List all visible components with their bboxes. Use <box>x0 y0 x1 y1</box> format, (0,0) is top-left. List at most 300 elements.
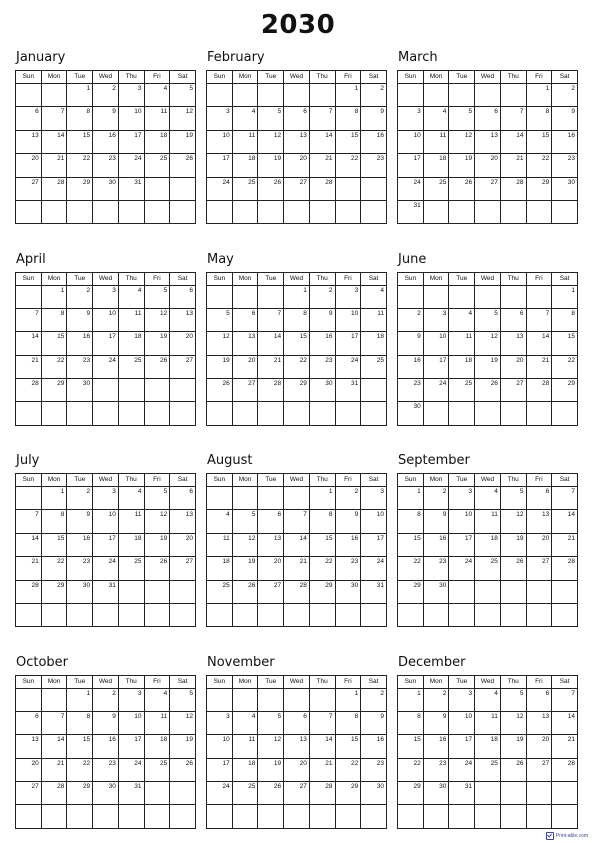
day-cell <box>16 688 42 711</box>
day-cell: 12 <box>475 332 501 355</box>
weekday-header: Tue <box>258 474 284 487</box>
weekday-header: Sun <box>207 71 233 84</box>
day-cell <box>552 200 578 223</box>
day-cell: 27 <box>16 177 42 200</box>
day-cell <box>423 603 449 626</box>
day-cell: 9 <box>398 332 424 355</box>
day-cell <box>423 84 449 107</box>
day-cell: 18 <box>144 735 170 758</box>
day-cell: 22 <box>41 557 67 580</box>
weekday-header: Wed <box>284 71 310 84</box>
day-cell: 4 <box>118 285 144 308</box>
day-cell: 3 <box>361 487 387 510</box>
day-cell: 23 <box>423 758 449 781</box>
day-cell: 20 <box>475 154 501 177</box>
day-cell <box>309 200 335 223</box>
week-row <box>398 332 578 355</box>
day-cell <box>258 285 284 308</box>
week-row <box>16 355 196 378</box>
day-cell <box>284 200 310 223</box>
week-row <box>207 130 387 153</box>
day-cell: 29 <box>398 580 424 603</box>
day-cell <box>423 200 449 223</box>
weekday-header: Sat <box>552 272 578 285</box>
week-row <box>207 379 387 402</box>
day-cell: 15 <box>67 130 93 153</box>
day-cell <box>16 603 42 626</box>
weekday-header: Wed <box>475 675 501 688</box>
day-cell: 27 <box>475 177 501 200</box>
day-cell: 4 <box>144 688 170 711</box>
day-cell: 10 <box>398 130 424 153</box>
month-name: September <box>398 453 470 468</box>
day-cell <box>232 84 258 107</box>
day-cell: 29 <box>67 782 93 805</box>
month-table <box>397 473 578 627</box>
day-cell: 23 <box>552 154 578 177</box>
day-cell: 30 <box>67 379 93 402</box>
weekday-header: Fri <box>335 272 361 285</box>
day-cell: 16 <box>423 735 449 758</box>
day-cell: 6 <box>526 688 552 711</box>
weekday-header: Sat <box>361 71 387 84</box>
day-cell: 31 <box>335 379 361 402</box>
day-cell <box>16 805 42 828</box>
day-cell: 14 <box>16 533 42 556</box>
day-cell: 27 <box>284 782 310 805</box>
day-cell: 22 <box>41 355 67 378</box>
day-cell: 3 <box>207 711 233 734</box>
day-cell: 5 <box>449 107 475 130</box>
day-cell: 26 <box>475 379 501 402</box>
weekday-header: Fri <box>335 675 361 688</box>
day-cell <box>449 805 475 828</box>
day-cell: 9 <box>361 107 387 130</box>
day-cell: 15 <box>398 533 424 556</box>
day-cell: 23 <box>423 557 449 580</box>
day-cell: 7 <box>500 107 526 130</box>
day-cell: 24 <box>449 557 475 580</box>
weekday-header-row <box>16 675 196 688</box>
day-cell: 10 <box>449 711 475 734</box>
day-cell: 21 <box>309 154 335 177</box>
day-cell: 21 <box>16 355 42 378</box>
day-cell: 31 <box>398 200 424 223</box>
day-cell: 5 <box>144 487 170 510</box>
day-cell: 24 <box>93 355 119 378</box>
day-cell <box>361 402 387 425</box>
week-row <box>398 355 578 378</box>
day-cell: 26 <box>207 379 233 402</box>
day-cell: 28 <box>16 580 42 603</box>
day-cell <box>552 782 578 805</box>
day-cell <box>258 200 284 223</box>
day-cell: 19 <box>232 557 258 580</box>
week-row <box>207 84 387 107</box>
day-cell: 1 <box>41 285 67 308</box>
day-cell <box>449 200 475 223</box>
week-row <box>207 805 387 828</box>
day-cell: 17 <box>118 735 144 758</box>
day-cell: 27 <box>170 355 196 378</box>
day-cell: 6 <box>284 107 310 130</box>
day-cell: 24 <box>423 379 449 402</box>
week-row <box>16 603 196 626</box>
day-cell <box>526 402 552 425</box>
day-cell: 28 <box>552 758 578 781</box>
day-cell <box>475 285 501 308</box>
day-cell: 20 <box>526 735 552 758</box>
day-cell: 17 <box>449 735 475 758</box>
day-cell: 23 <box>67 355 93 378</box>
weekday-header: Sun <box>398 71 424 84</box>
day-cell: 26 <box>170 758 196 781</box>
day-cell <box>232 285 258 308</box>
day-cell: 16 <box>552 130 578 153</box>
day-cell: 16 <box>398 355 424 378</box>
day-cell: 5 <box>144 285 170 308</box>
day-cell <box>335 177 361 200</box>
week-row <box>398 487 578 510</box>
day-cell <box>284 603 310 626</box>
weekday-header: Wed <box>93 474 119 487</box>
day-cell: 7 <box>41 711 67 734</box>
day-cell: 8 <box>398 711 424 734</box>
week-row <box>398 154 578 177</box>
day-cell: 20 <box>16 758 42 781</box>
day-cell: 28 <box>526 379 552 402</box>
weekday-header: Tue <box>449 675 475 688</box>
day-cell <box>170 805 196 828</box>
weekday-header: Mon <box>232 272 258 285</box>
day-cell: 7 <box>526 308 552 331</box>
weekday-header: Fri <box>335 474 361 487</box>
weekday-header: Fri <box>335 71 361 84</box>
day-cell: 5 <box>500 688 526 711</box>
week-row <box>16 711 196 734</box>
day-cell: 24 <box>118 758 144 781</box>
day-cell: 1 <box>335 84 361 107</box>
weekday-header: Fri <box>526 474 552 487</box>
month-table <box>15 272 196 426</box>
day-cell <box>552 580 578 603</box>
day-cell: 1 <box>398 688 424 711</box>
day-cell: 8 <box>67 711 93 734</box>
day-cell: 14 <box>309 735 335 758</box>
month-table <box>15 473 196 627</box>
day-cell: 29 <box>284 379 310 402</box>
day-cell: 4 <box>144 84 170 107</box>
day-cell: 25 <box>118 355 144 378</box>
day-cell <box>398 84 424 107</box>
day-cell: 21 <box>284 557 310 580</box>
day-cell <box>207 603 233 626</box>
day-cell: 12 <box>170 107 196 130</box>
day-cell: 21 <box>552 735 578 758</box>
day-cell: 10 <box>449 510 475 533</box>
weekday-header: Mon <box>423 675 449 688</box>
day-cell: 17 <box>207 758 233 781</box>
day-cell: 20 <box>170 533 196 556</box>
day-cell: 31 <box>449 782 475 805</box>
month-table <box>206 272 387 426</box>
weekday-header: Thu <box>309 71 335 84</box>
day-cell: 9 <box>361 711 387 734</box>
day-cell: 24 <box>93 557 119 580</box>
day-cell: 21 <box>16 557 42 580</box>
weekday-header: Sun <box>207 474 233 487</box>
day-cell: 21 <box>552 533 578 556</box>
week-row <box>207 510 387 533</box>
weekday-header: Thu <box>500 675 526 688</box>
day-cell <box>118 580 144 603</box>
day-cell: 14 <box>284 533 310 556</box>
day-cell: 30 <box>93 177 119 200</box>
day-cell <box>41 84 67 107</box>
day-cell <box>475 580 501 603</box>
day-cell <box>500 402 526 425</box>
day-cell: 4 <box>118 487 144 510</box>
day-cell: 28 <box>16 379 42 402</box>
day-cell: 31 <box>361 580 387 603</box>
week-row <box>16 758 196 781</box>
month-name: November <box>207 654 275 670</box>
weekday-header-row <box>398 71 578 84</box>
week-row <box>398 580 578 603</box>
day-cell: 16 <box>335 533 361 556</box>
month-table <box>15 675 196 829</box>
weekday-header: Sat <box>170 71 196 84</box>
day-cell: 27 <box>232 379 258 402</box>
day-cell: 19 <box>500 735 526 758</box>
day-cell: 10 <box>361 510 387 533</box>
day-cell: 23 <box>398 379 424 402</box>
day-cell: 28 <box>41 177 67 200</box>
day-cell: 23 <box>361 154 387 177</box>
day-cell: 28 <box>258 379 284 402</box>
day-cell: 12 <box>170 711 196 734</box>
weekday-header: Sun <box>207 272 233 285</box>
day-cell: 12 <box>449 130 475 153</box>
day-cell: 18 <box>118 332 144 355</box>
day-cell: 16 <box>361 735 387 758</box>
day-cell <box>16 200 42 223</box>
day-cell <box>449 580 475 603</box>
weekday-header: Tue <box>258 675 284 688</box>
day-cell: 1 <box>552 285 578 308</box>
day-cell: 13 <box>232 332 258 355</box>
day-cell: 27 <box>170 557 196 580</box>
weekday-header: Thu <box>118 474 144 487</box>
day-cell: 15 <box>67 735 93 758</box>
day-cell: 25 <box>232 782 258 805</box>
day-cell: 11 <box>232 130 258 153</box>
day-cell <box>398 603 424 626</box>
day-cell: 1 <box>335 688 361 711</box>
weekday-header: Sun <box>398 675 424 688</box>
day-cell: 27 <box>16 782 42 805</box>
month-name: March <box>398 50 438 65</box>
day-cell: 9 <box>423 711 449 734</box>
weekday-header-row <box>207 71 387 84</box>
day-cell: 5 <box>258 711 284 734</box>
day-cell <box>144 580 170 603</box>
day-cell: 9 <box>67 308 93 331</box>
day-cell: 28 <box>41 782 67 805</box>
month-name: April <box>16 251 46 267</box>
week-row <box>16 107 196 130</box>
day-cell: 9 <box>423 510 449 533</box>
weekday-header-row <box>16 272 196 285</box>
day-cell: 28 <box>284 580 310 603</box>
day-cell: 15 <box>41 533 67 556</box>
day-cell <box>67 603 93 626</box>
day-cell: 2 <box>335 487 361 510</box>
day-cell <box>232 688 258 711</box>
day-cell: 30 <box>67 580 93 603</box>
day-cell <box>500 200 526 223</box>
day-cell: 30 <box>423 782 449 805</box>
day-cell: 8 <box>67 107 93 130</box>
day-cell: 8 <box>398 510 424 533</box>
day-cell: 1 <box>41 487 67 510</box>
weekday-header: Sat <box>170 675 196 688</box>
weekday-header: Thu <box>118 71 144 84</box>
day-cell <box>526 285 552 308</box>
day-cell: 6 <box>258 510 284 533</box>
day-cell <box>284 688 310 711</box>
day-cell: 13 <box>170 308 196 331</box>
weekday-header: Tue <box>258 272 284 285</box>
day-cell: 27 <box>526 557 552 580</box>
month-name: October <box>16 654 69 670</box>
day-cell: 19 <box>500 533 526 556</box>
day-cell: 25 <box>232 177 258 200</box>
day-cell: 8 <box>526 107 552 130</box>
weekday-header: Thu <box>118 272 144 285</box>
week-row <box>398 805 578 828</box>
day-cell: 2 <box>398 308 424 331</box>
weekday-header: Tue <box>449 272 475 285</box>
day-cell: 7 <box>284 510 310 533</box>
day-cell <box>423 285 449 308</box>
month-table <box>397 675 578 829</box>
day-cell <box>284 84 310 107</box>
day-cell: 11 <box>207 533 233 556</box>
calendar-year-title: 2030 <box>260 10 336 40</box>
week-row <box>398 402 578 425</box>
weekday-header: Sun <box>207 675 233 688</box>
day-cell: 26 <box>449 177 475 200</box>
day-cell: 14 <box>552 711 578 734</box>
day-cell: 2 <box>361 84 387 107</box>
day-cell: 14 <box>41 130 67 153</box>
day-cell: 2 <box>423 688 449 711</box>
weekday-header: Fri <box>144 474 170 487</box>
day-cell: 9 <box>93 107 119 130</box>
day-cell: 26 <box>500 758 526 781</box>
day-cell <box>41 603 67 626</box>
day-cell: 22 <box>552 355 578 378</box>
day-cell: 16 <box>423 533 449 556</box>
day-cell: 8 <box>41 308 67 331</box>
months-grid <box>15 48 578 834</box>
day-cell <box>93 200 119 223</box>
day-cell <box>552 603 578 626</box>
day-cell: 22 <box>284 355 310 378</box>
day-cell <box>423 402 449 425</box>
weekday-header: Sat <box>170 272 196 285</box>
day-cell: 30 <box>423 580 449 603</box>
day-cell: 11 <box>118 308 144 331</box>
day-cell: 7 <box>552 487 578 510</box>
day-cell <box>232 805 258 828</box>
weekday-header: Wed <box>475 272 501 285</box>
day-cell: 2 <box>309 285 335 308</box>
day-cell: 14 <box>552 510 578 533</box>
day-cell <box>170 379 196 402</box>
day-cell: 17 <box>93 533 119 556</box>
week-row <box>207 285 387 308</box>
day-cell: 12 <box>144 308 170 331</box>
day-cell: 19 <box>449 154 475 177</box>
month-name: January <box>16 50 66 65</box>
day-cell: 9 <box>67 510 93 533</box>
day-cell: 8 <box>335 711 361 734</box>
weekday-header: Sun <box>398 272 424 285</box>
day-cell: 7 <box>552 688 578 711</box>
week-row <box>207 154 387 177</box>
day-cell: 12 <box>258 130 284 153</box>
day-cell: 4 <box>475 688 501 711</box>
day-cell: 22 <box>67 758 93 781</box>
month-table <box>15 70 196 224</box>
week-row <box>16 130 196 153</box>
day-cell: 5 <box>170 688 196 711</box>
day-cell: 13 <box>258 533 284 556</box>
week-row <box>16 735 196 758</box>
day-cell: 21 <box>526 355 552 378</box>
day-cell: 11 <box>449 332 475 355</box>
day-cell <box>449 402 475 425</box>
day-cell: 26 <box>258 782 284 805</box>
day-cell <box>207 402 233 425</box>
weekday-header-row <box>16 474 196 487</box>
day-cell: 19 <box>144 332 170 355</box>
day-cell: 31 <box>93 580 119 603</box>
day-cell: 15 <box>41 332 67 355</box>
day-cell: 6 <box>500 308 526 331</box>
day-cell: 16 <box>67 533 93 556</box>
week-row <box>16 580 196 603</box>
day-cell: 19 <box>170 130 196 153</box>
day-cell <box>144 379 170 402</box>
day-cell: 24 <box>398 177 424 200</box>
weekday-header: Wed <box>284 272 310 285</box>
day-cell <box>170 402 196 425</box>
weekday-header: Sun <box>398 474 424 487</box>
weekday-header-row <box>207 272 387 285</box>
month-name: February <box>207 50 265 65</box>
day-cell: 31 <box>118 782 144 805</box>
day-cell: 11 <box>232 735 258 758</box>
day-cell: 1 <box>309 487 335 510</box>
month-march <box>397 48 578 229</box>
day-cell <box>41 688 67 711</box>
weekday-header: Sat <box>552 71 578 84</box>
day-cell: 19 <box>258 154 284 177</box>
day-cell: 3 <box>118 84 144 107</box>
